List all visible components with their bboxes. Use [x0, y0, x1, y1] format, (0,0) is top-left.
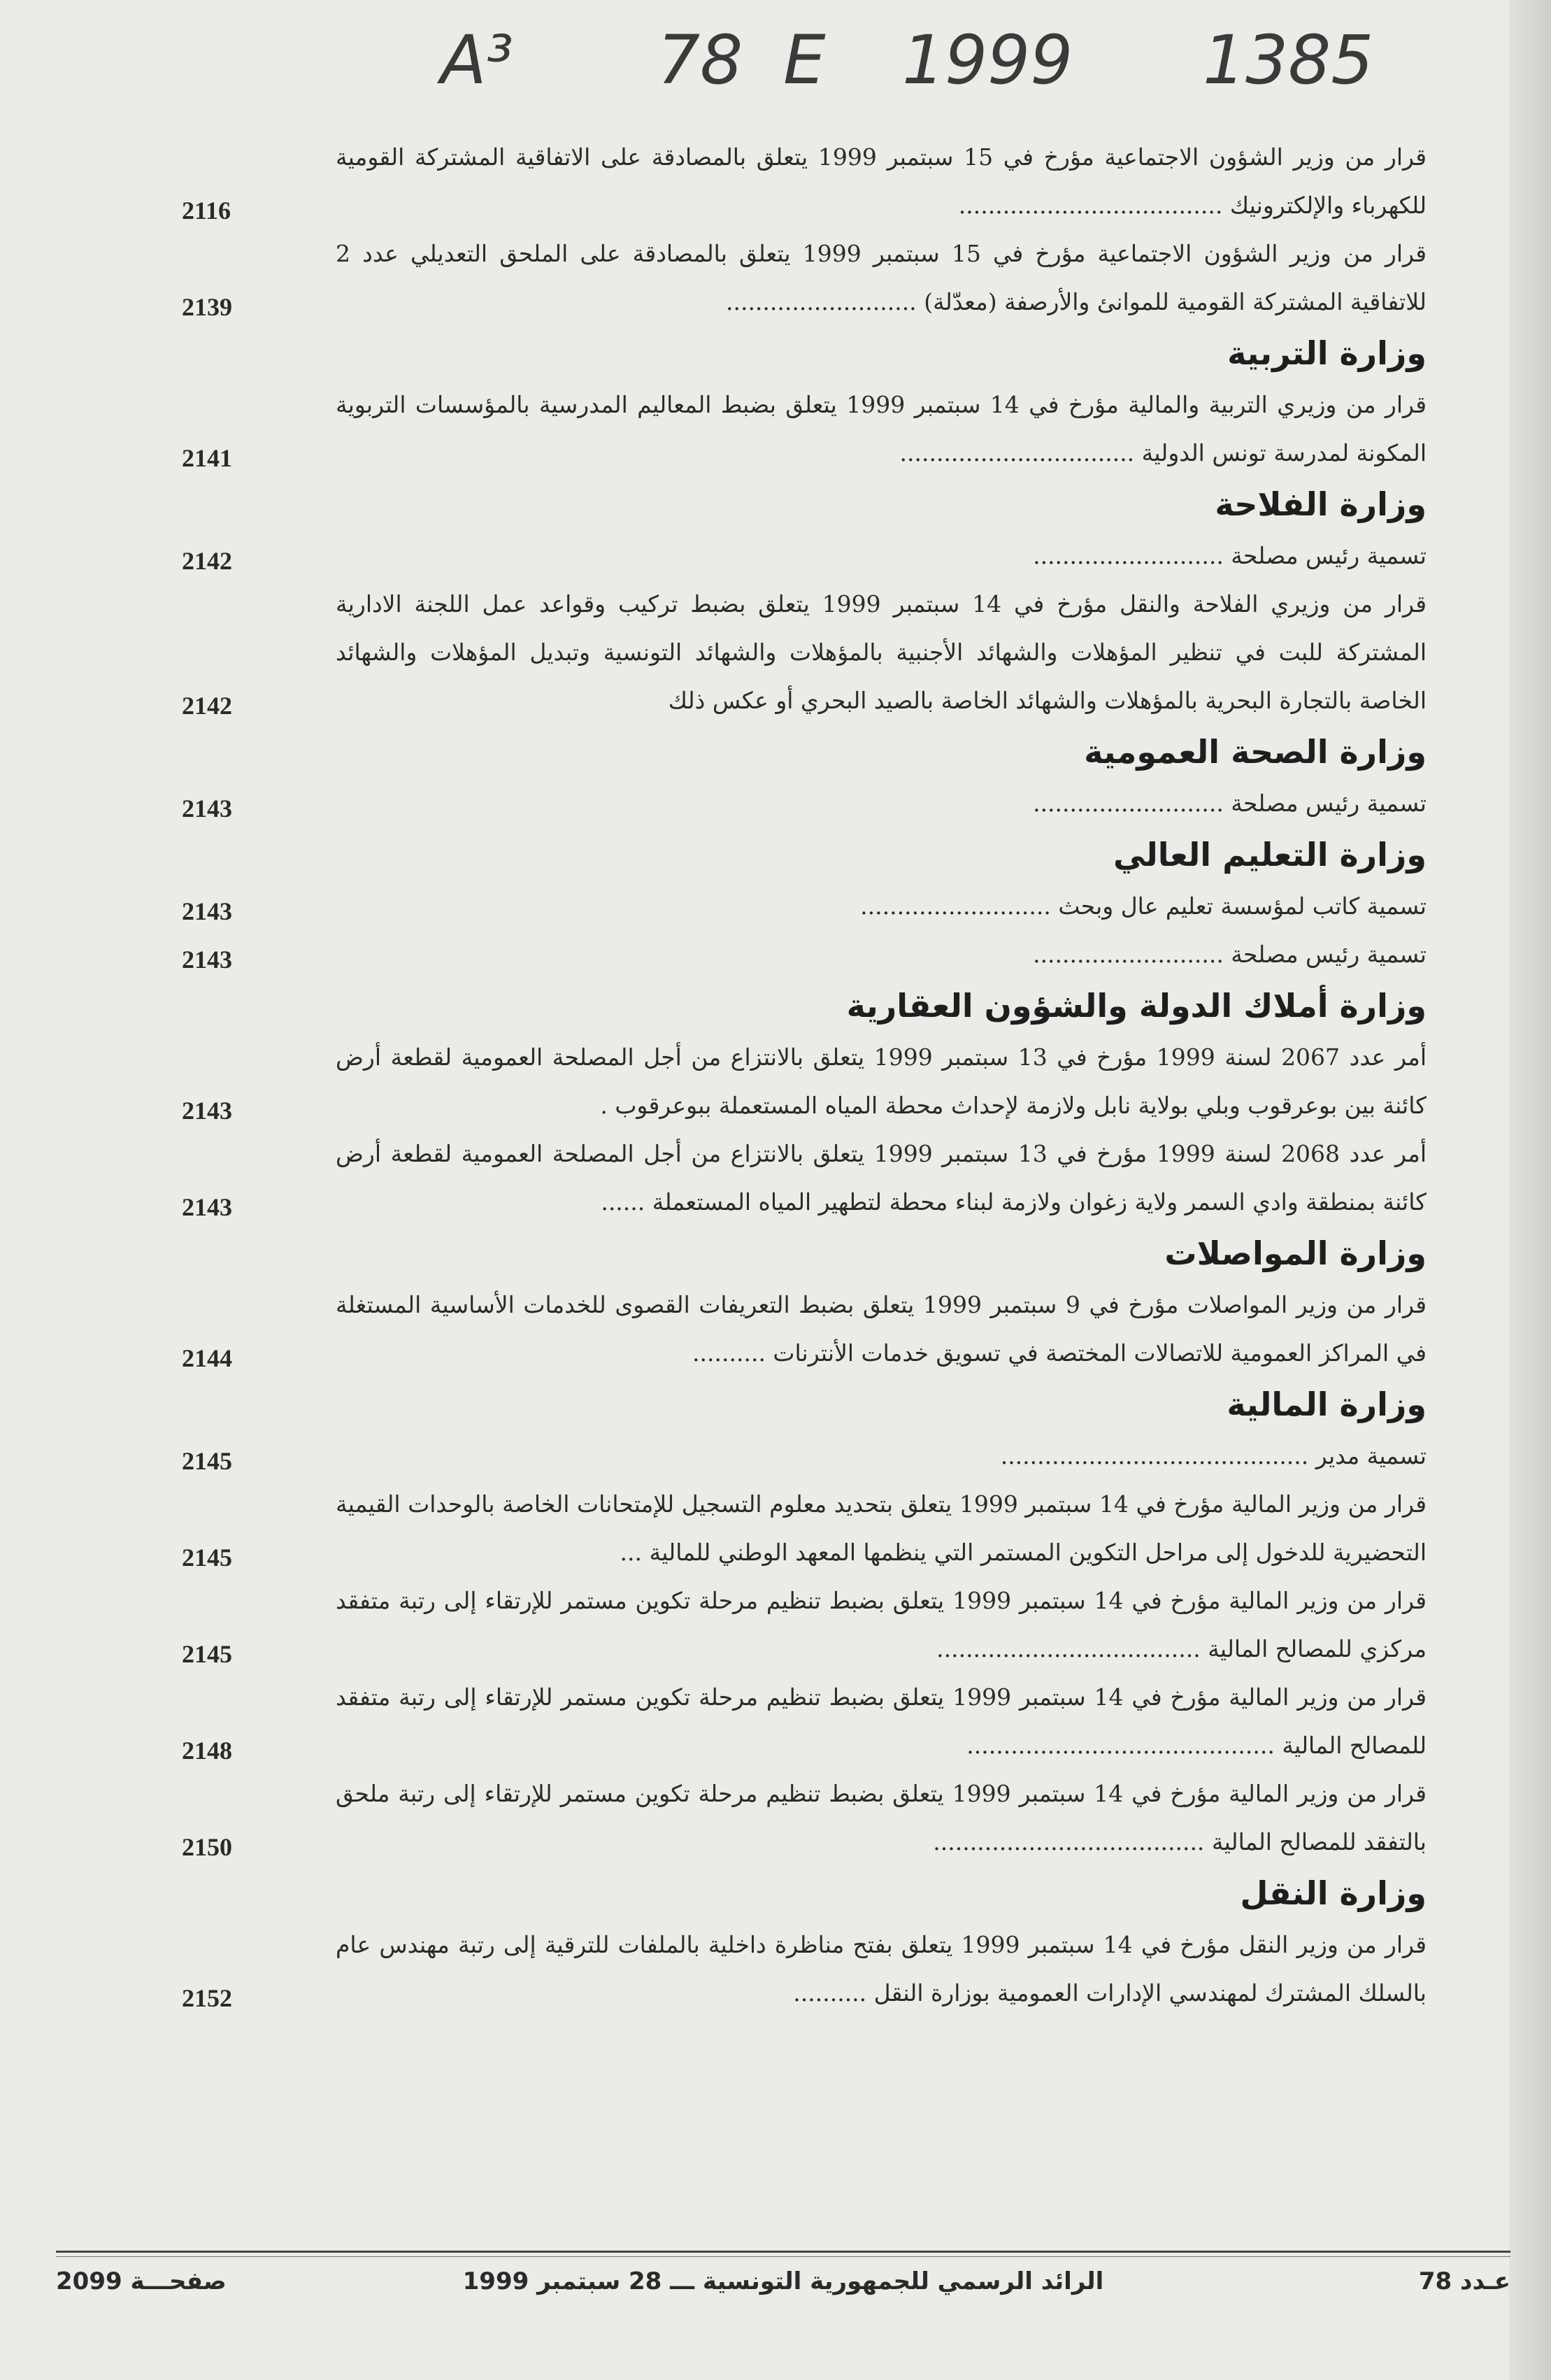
toc-entry: [182, 532, 1427, 580]
toc-entry-page-number: 2150: [182, 1833, 232, 1861]
toc-entry-page-number: 2152: [182, 1984, 232, 2012]
toc-entry: [182, 1576, 1427, 1673]
table-of-contents: [182, 133, 1427, 2017]
ministry-heading: وزارة المالية: [1227, 1385, 1427, 1423]
toc-entry: [182, 1033, 1427, 1130]
ministry-heading: وزارة المواصلات: [1164, 1234, 1427, 1272]
toc-entry-title: أمر عدد 2068 لسنة 1999 مؤرخ في 13 سبتمبر 1999 يتعلق بالانتزاع من أجل المصلحة العمومية لقطعة أرض كائنة بمنطقة وادي السمر ولاية زغوان ولازمة لبناء محطة لتطهير المياه المستعملة ......: [336, 1140, 1427, 1216]
toc-entry-page-number: 2145: [182, 1447, 232, 1475]
toc-entry-title: تسمية رئيس مصلحة ..........................: [1033, 941, 1427, 968]
toc-entry-title: قرار من وزير الشؤون الاجتماعية مؤرخ في 15 سبتمبر 1999 يتعلق بالمصادقة على الملحق التعديلي عدد 2 للاتفاقية المشتركة القومية للموانئ والأرصفة (معدّلة) ..........................: [336, 240, 1427, 315]
toc-entry-page-number: 2143: [182, 1097, 232, 1125]
toc-entry: [182, 580, 1427, 725]
toc-entry-title: تسمية مدير ..........................................: [1000, 1442, 1427, 1469]
toc-entry: [182, 882, 1427, 930]
ministry-heading: وزارة أملاك الدولة والشؤون العقارية: [846, 987, 1427, 1025]
toc-entry-page-number: 2148: [182, 1737, 232, 1765]
toc-entry-title: قرار من وزير النقل مؤرخ في 14 سبتمبر 1999 يتعلق بفتح مناظرة داخلية بالملفات للترقية إلى رتبة مهندس عام بالسلك المشترك لمهندسي الإدارات العمومية بوزارة النقل ..........: [336, 1931, 1427, 2007]
toc-entry: [182, 1130, 1427, 1226]
toc-entry-page-number: 2144: [182, 1344, 232, 1372]
toc-entry-title: أمر عدد 2067 لسنة 1999 مؤرخ في 13 سبتمبر 1999 يتعلق بالانتزاع من أجل المصلحة العمومية لقطعة أرض كائنة بين بوعرقوب وبلي بولاية نابل ولازمة لإحداث محطة المياه المستعملة ببوعرقوب .: [336, 1043, 1427, 1119]
footer-publication: الرائد الرسمي للجمهورية التونسية ـــ 28 سبتمبر 1999: [462, 2267, 1104, 2295]
ministry-heading: وزارة النقل: [1240, 1874, 1427, 1912]
toc-entry: [182, 133, 1427, 229]
toc-entry-page-number: 2145: [182, 1640, 232, 1668]
toc-entry-page-number: 2139: [182, 293, 232, 321]
toc-entry-page-number: 2116: [182, 197, 231, 225]
toc-entry-page-number: 2145: [182, 1544, 232, 1572]
handwritten-mark-d: 1999: [902, 21, 1073, 99]
scan-edge: [1509, 0, 1551, 2380]
toc-entry: [182, 1921, 1427, 2017]
toc-entry-title: تسمية رئيس مصلحة ..........................: [1033, 790, 1427, 817]
toc-entry: [182, 1281, 1427, 1377]
toc-entry-page-number: 2143: [182, 946, 232, 974]
handwritten-mark-e: 1385: [1203, 21, 1374, 99]
toc-entry-title: تسمية كاتب لمؤسسة تعليم عال وبحث ..........................: [860, 892, 1427, 920]
handwritten-mark-a: A³: [441, 21, 514, 99]
toc-entry: [182, 1673, 1427, 1769]
toc-entry-title: قرار من وزير المالية مؤرخ في 14 سبتمبر 1999 يتعلق بضبط تنظيم مرحلة تكوين مستمر للإرتقاء إلى رتبة متفقد مركزي للمصالح المالية ....................................: [336, 1587, 1427, 1662]
toc-entry-title: قرار من وزيري الفلاحة والنقل مؤرخ في 14 سبتمبر 1999 يتعلق بضبط تركيب وقواعد عمل اللجنة الادارية المشتركة للبت في تنظير المؤهلات والشهائد الأجنبية بالمؤهلات والشهائد التونسية وتبديل المؤهلات والشهائد الخاصة بالتجارة البحرية بالمؤهلات والشهائد الخاصة بالصيد البحري أو عكس ذلك: [336, 590, 1427, 714]
handwritten-mark-c: E: [783, 21, 826, 99]
toc-entry-title: قرار من وزير المالية مؤرخ في 14 سبتمبر 1999 يتعلق بتحديد معلوم التسجيل للإمتحانات الخاصة بالوحدات القيمية التحضيرية للدخول إلى مراحل التكوين المستمر التي ينظمها المعهد الوطني للمالية ...: [336, 1490, 1427, 1566]
toc-entry-title: قرار من وزير المواصلات مؤرخ في 9 سبتمبر 1999 يتعلق بضبط التعريفات القصوى للخدمات الأساسية المستغلة في المراكز العمومية للاتصالات المختصة في تسويق خدمات الأنترنات ..........: [336, 1291, 1427, 1367]
toc-entry-page-number: 2142: [182, 547, 232, 575]
ministry-heading: وزارة الصحة العمومية: [1084, 733, 1427, 771]
toc-entry-page-number: 2143: [182, 897, 232, 925]
toc-entry: [182, 1480, 1427, 1576]
toc-entry: [182, 779, 1427, 827]
footer-page-number: صفحـــة 2099: [56, 2267, 227, 2295]
ministry-heading: وزارة التربية: [1227, 334, 1427, 372]
toc-entry-title: قرار من وزيري التربية والمالية مؤرخ في 14 سبتمبر 1999 يتعلق بضبط المعاليم المدرسية بالمؤسسات التربوية المكونة لمدرسة تونس الدولية ................................: [336, 391, 1427, 466]
footer-issue-number: عـدد 78: [1418, 2267, 1510, 2295]
page-footer: [56, 2260, 1510, 2309]
toc-entry-title: قرار من وزير الشؤون الاجتماعية مؤرخ في 15 سبتمبر 1999 يتعلق بالمصادقة على الاتفاقية المشتركة القومية للكهرباء والإلكترونيك ....................................: [336, 143, 1427, 219]
toc-entry: [182, 1769, 1427, 1866]
handwritten-mark-b: 78: [657, 21, 743, 99]
toc-entry: [182, 1432, 1427, 1480]
footer-rule-thin: [56, 2256, 1510, 2257]
toc-entry-page-number: 2143: [182, 794, 232, 822]
toc-entry: [182, 930, 1427, 978]
toc-entry-title: قرار من وزير المالية مؤرخ في 14 سبتمبر 1999 يتعلق بضبط تنظيم مرحلة تكوين مستمر للإرتقاء إلى رتبة متفقد للمصالح المالية ..........................................: [336, 1683, 1427, 1759]
toc-entry-title: تسمية رئيس مصلحة ..........................: [1033, 542, 1427, 569]
toc-entry: [182, 380, 1427, 477]
toc-entry-page-number: 2141: [182, 444, 232, 472]
toc-entry-title: قرار من وزير المالية مؤرخ في 14 سبتمبر 1999 يتعلق بضبط تنظيم مرحلة تكوين مستمر للإرتقاء إلى رتبة ملحق بالتفقد للمصالح المالية .....................................: [336, 1780, 1427, 1855]
toc-entry: [182, 229, 1427, 326]
toc-entry-page-number: 2142: [182, 692, 232, 720]
ministry-heading: وزارة الفلاحة: [1215, 485, 1427, 523]
ministry-heading: وزارة التعليم العالي: [1113, 836, 1427, 874]
toc-entry-page-number: 2143: [182, 1193, 232, 1221]
handwritten-annotation: [392, 21, 1385, 119]
footer-rule: [56, 2251, 1510, 2253]
